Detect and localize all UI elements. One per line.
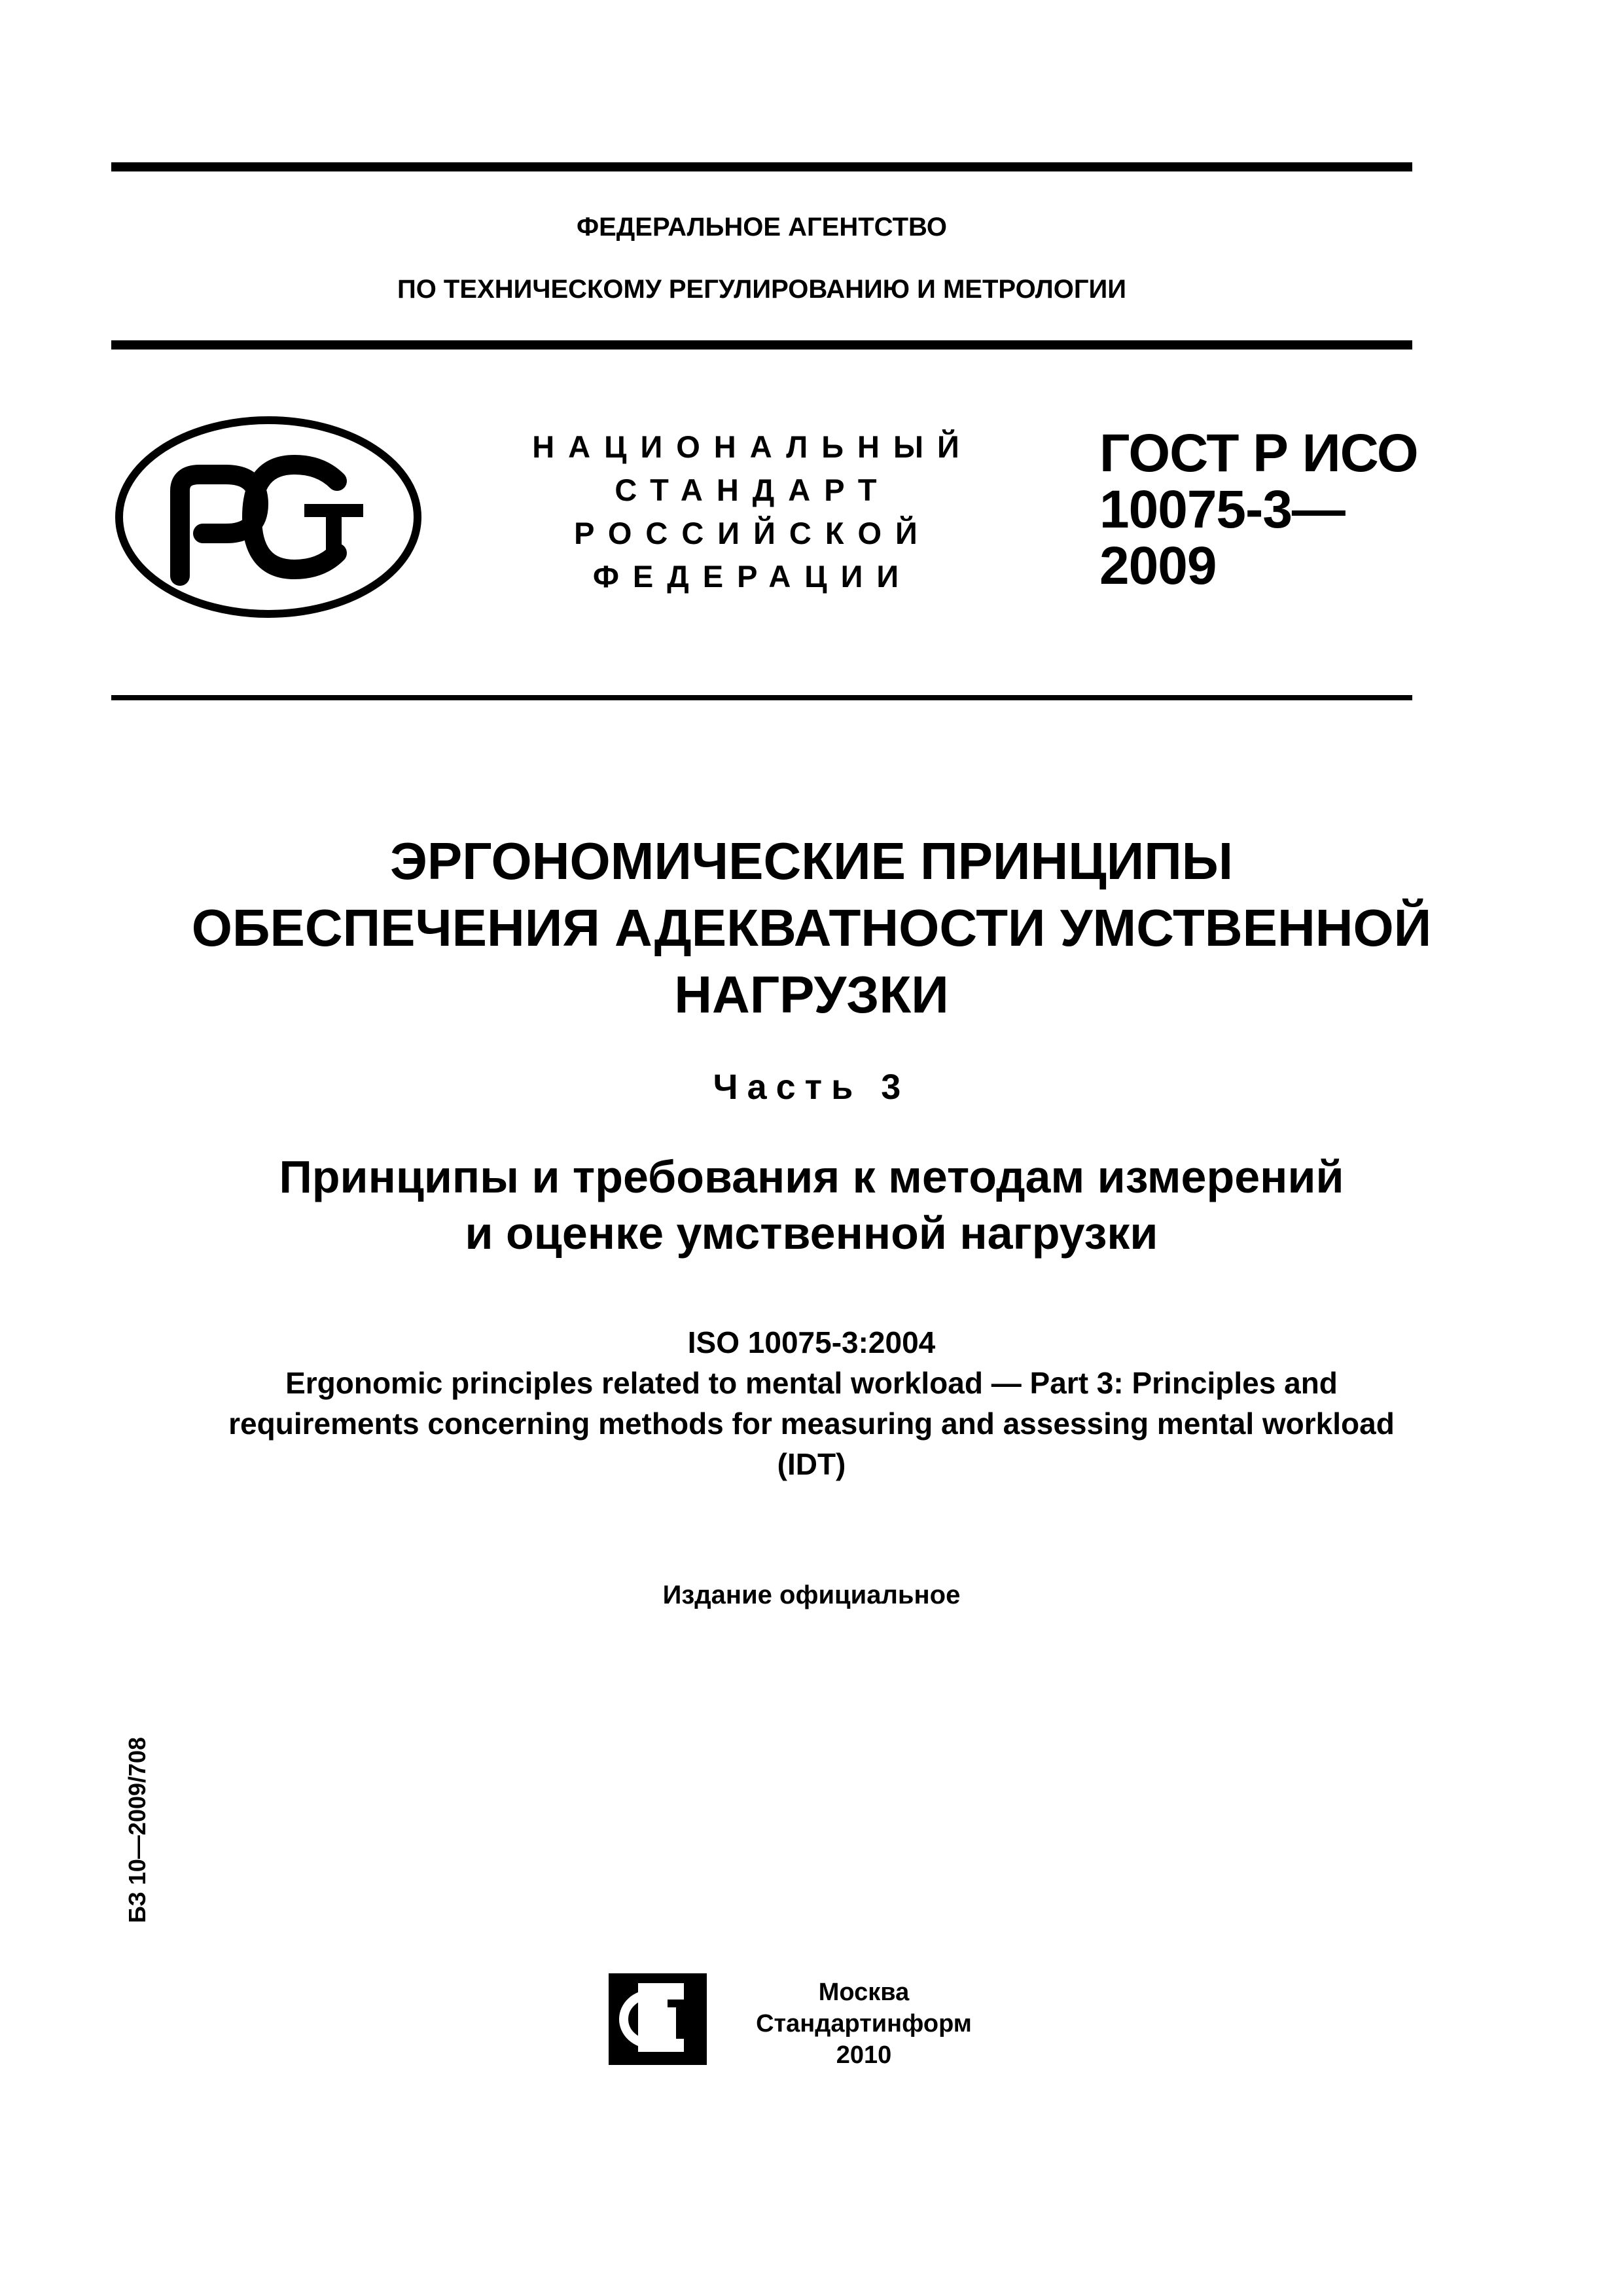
national-line-2: СТАНДАРТ — [615, 473, 891, 507]
title-line-1: ЭРГОНОМИЧЕСКИЕ ПРИНЦИПЫ — [389, 832, 1234, 890]
national-standard-label — [524, 425, 982, 598]
iso-number: ISO 10075-3:2004 — [687, 1325, 936, 1359]
standard-code-line-2: 10075-3— — [1099, 480, 1345, 539]
subtitle-line-2: и оценке умственной нагрузки — [465, 1208, 1158, 1259]
national-line-1: НАЦИОНАЛЬНЫЙ — [532, 429, 973, 464]
national-line-4: ФЕДЕРАЦИИ — [592, 559, 913, 594]
publisher-logo — [605, 1970, 710, 2068]
standard-code-line-3: 2009 — [1099, 536, 1217, 596]
iso-title-line-1: Ergonomic principles related to mental workload — Part 3: Principles and — [285, 1366, 1338, 1400]
document-title — [65, 828, 1558, 1028]
side-code: БЗ 10—2009/708 — [124, 1736, 151, 1924]
standard-code — [1099, 425, 1440, 594]
standard-code-line-1: ГОСТ Р ИСО — [1099, 423, 1418, 483]
publisher-city: Москва — [818, 1979, 910, 2006]
agency-line-2: ПО ТЕХНИЧЕСКОМУ РЕГУЛИРОВАНИЮ И МЕТРОЛОГИИ — [397, 275, 1127, 304]
title-line-2: ОБЕСПЕЧЕНИЯ АДЕКВАТНОСТИ УМСТВЕННОЙ — [191, 899, 1432, 957]
iso-identity: (IDT) — [777, 1447, 846, 1481]
iso-reference — [65, 1322, 1558, 1484]
title-top-rule — [111, 695, 1412, 700]
rst-logo — [111, 412, 425, 622]
top-rule — [111, 162, 1412, 171]
document-subtitle — [65, 1149, 1558, 1261]
publisher-info — [720, 1977, 1008, 2071]
title-line-3: НАГРУЗКИ — [674, 965, 949, 1024]
part-label: Часть 3 — [713, 1067, 910, 1107]
subtitle-line-1: Принципы и требования к методам измерений — [279, 1151, 1344, 1202]
national-line-3: РОССИЙСКОЙ — [574, 516, 931, 550]
edition-label: Издание официальное — [662, 1581, 961, 1609]
publisher-year: 2010 — [836, 2041, 892, 2069]
agency-line-1: ФЕДЕРАЛЬНОЕ АГЕНТСТВО — [576, 213, 948, 242]
publisher-name: Стандартинформ — [756, 2010, 972, 2037]
header-bottom-rule — [111, 340, 1412, 350]
iso-title-line-2: requirements concerning methods for measuring and assessing mental workload — [228, 1407, 1395, 1441]
